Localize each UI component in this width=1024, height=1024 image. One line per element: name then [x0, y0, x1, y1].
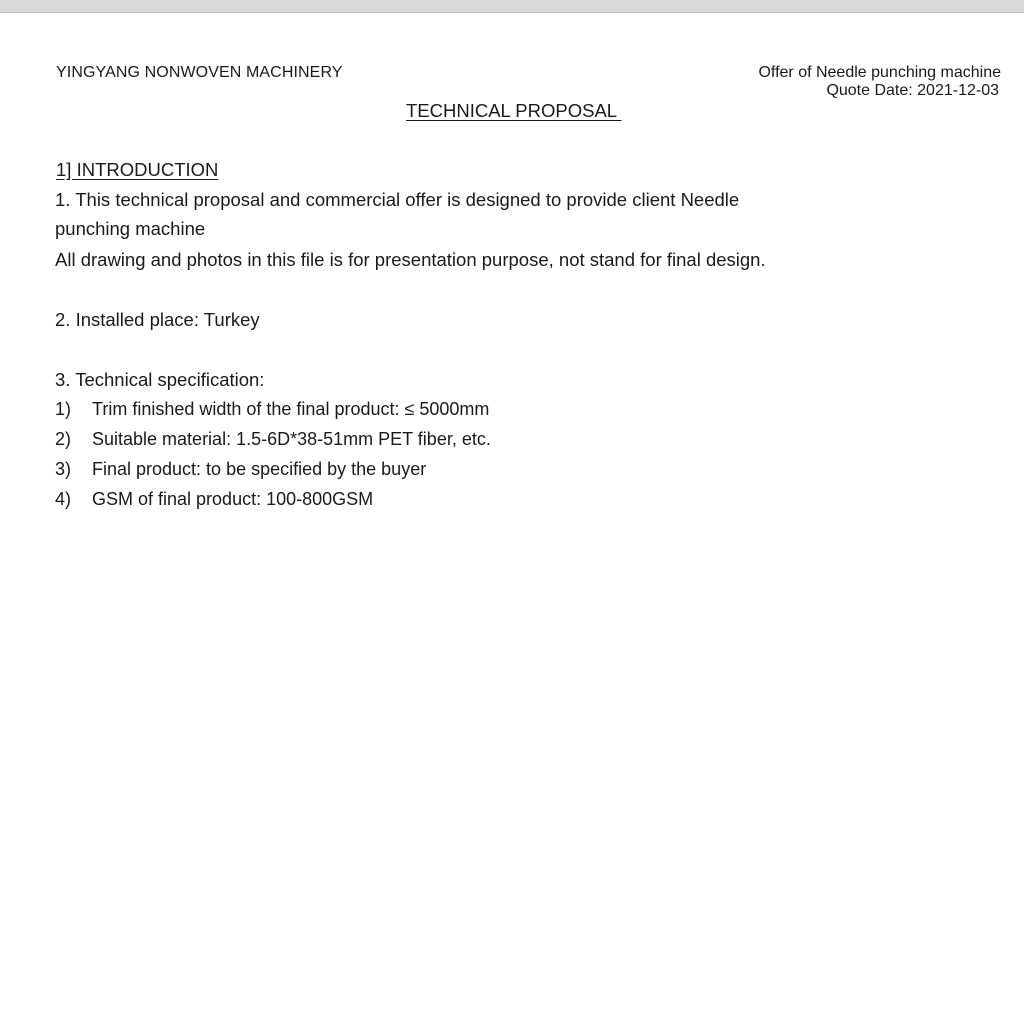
intro-paragraph-line-1: 1. This technical proposal and commercial offer is designed to provide client Needle: [55, 189, 740, 210]
spec-item: [55, 487, 373, 511]
intro-paragraph-line-2: punching machine: [55, 218, 206, 239]
spec-item-text: GSM of final product: 100-800GSM: [92, 489, 374, 509]
spec-item-text: Final product: to be specified by the buyer: [92, 459, 427, 479]
spec-item-number: 1): [55, 399, 72, 419]
spec-item-number: 4): [55, 489, 72, 509]
installed-place: 2. Installed place: Turkey: [55, 309, 260, 330]
section-heading-introduction: 1] INTRODUCTION: [56, 159, 219, 180]
spec-item-number: 3): [55, 459, 72, 479]
spec-item: [55, 397, 489, 421]
spec-item-number: 2): [55, 429, 72, 449]
quote-date: Quote Date: 2021-12-03: [826, 82, 999, 99]
spec-item: [55, 427, 491, 451]
document-page: [0, 13, 1024, 1024]
company-name: YINGYANG NONWOVEN MACHINERY: [56, 64, 343, 81]
document-title: TECHNICAL PROPOSAL: [406, 100, 622, 121]
presentation-disclaimer: All drawing and photos in this file is for presentation purpose, not stand for final design.: [55, 249, 766, 270]
offer-title: Offer of Needle punching machine: [758, 64, 1001, 81]
spec-item-text: Trim finished width of the final product: ≤ 5000mm: [92, 399, 490, 419]
viewer-top-bar: [0, 0, 1024, 13]
spec-item: [55, 457, 426, 481]
spec-heading: 3. Technical specification:: [55, 369, 265, 390]
spec-item-text: Suitable material: 1.5-6D*38-51mm PET fiber, etc.: [92, 429, 491, 449]
